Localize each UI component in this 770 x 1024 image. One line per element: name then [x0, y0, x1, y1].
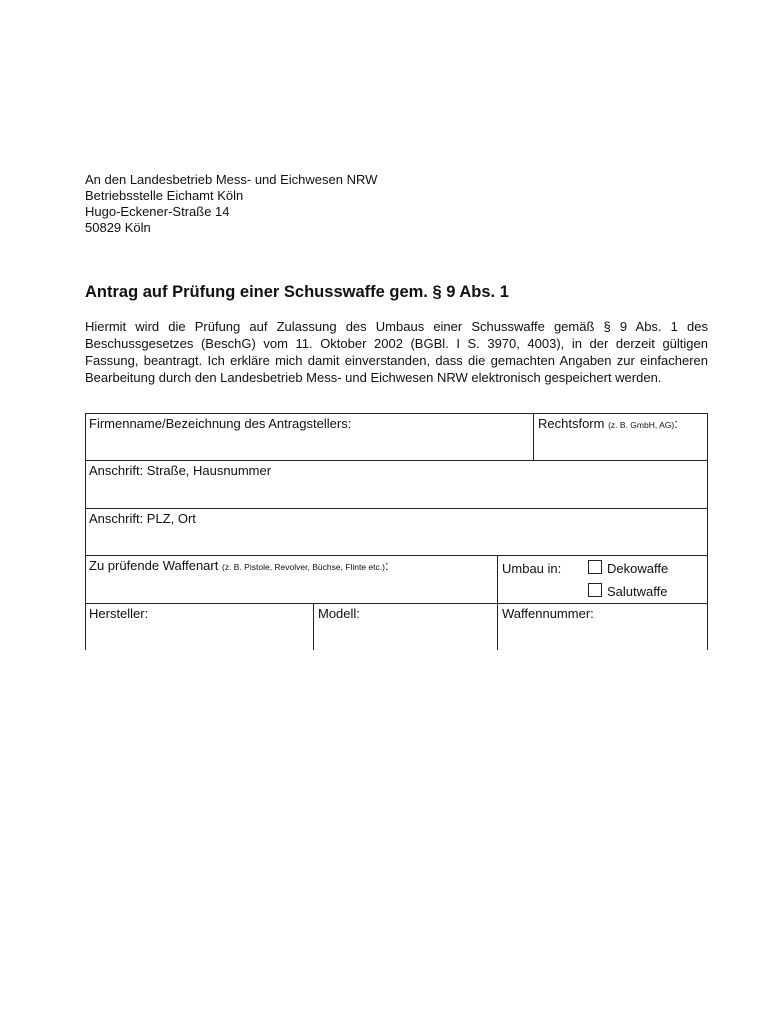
waffenart-field[interactable] [89, 558, 389, 573]
salutwaffe-label: Salutwaffe [607, 584, 668, 599]
form-top-border [85, 413, 708, 414]
rechtsform-divider [533, 413, 534, 460]
plz-ort-field[interactable] [89, 511, 196, 526]
intro-paragraph: Hiermit wird die Prüfung auf Zulassung des Umbaus einer Schusswaffe gemäß § 9 Abs. 1 des Beschussgesetzes (BeschG) vom 11. Oktober 2002 (BGBl. I S. 3970, 4003), in der derzeit gültigen Fassung, beantragt. Ich erkläre mich damit einverstanden, dass die gemachten Angaben zur einfacheren Bearbeitung durch den Landesbetrieb Mess- und Eichwesen NRW elektronisch gespeichert werden. [85, 319, 708, 385]
salutwaffe-checkbox[interactable] [588, 583, 602, 597]
rechtsform-hint: (z. B. GmbH, AG) [608, 420, 675, 430]
form-row-divider [85, 508, 708, 509]
form-title: Antrag auf Prüfung einer Schusswaffe gem. § 9 Abs. 1 [85, 283, 509, 301]
strasse-field[interactable] [89, 463, 271, 478]
dekowaffe-label: Dekowaffe [607, 561, 669, 576]
hersteller-field[interactable] [89, 606, 148, 621]
waffenart-label: Zu prüfende Waffenart [89, 558, 219, 573]
modell-field[interactable] [318, 606, 360, 621]
waffenart-hint: (z. B. Pistole, Revolver, Büchse, Flinte etc.) [221, 562, 385, 572]
dekowaffe-checkbox[interactable] [588, 560, 602, 574]
hersteller-label: Hersteller: [89, 606, 149, 621]
address-line-1: An den Landesbetrieb Mess- und Eichwesen NRW [85, 172, 378, 187]
application-form [85, 413, 708, 650]
rechtsform-label: Rechtsform [538, 416, 605, 431]
umbau-divider [497, 555, 498, 650]
waffenart-colon: : [384, 558, 389, 573]
waffennummer-label: Waffennummer: [502, 606, 594, 621]
strasse-label: Anschrift: Straße, Hausnummer [89, 463, 272, 478]
form-left-border [85, 413, 86, 650]
modell-label: Modell: [318, 606, 360, 621]
recipient-address [85, 172, 377, 236]
address-line-4: 50829 Köln [85, 220, 151, 235]
rechtsform-colon: : [674, 416, 678, 431]
address-line-2: Betriebsstelle Eichamt Köln [85, 188, 244, 203]
form-right-border [707, 413, 708, 650]
address-line-3: Hugo-Eckener-Straße 14 [85, 204, 230, 219]
rechtsform-field[interactable] [538, 416, 678, 431]
modell-divider [313, 603, 314, 650]
form-row-divider [85, 603, 708, 604]
form-row-divider [85, 555, 708, 556]
firmenname-field[interactable] [89, 416, 351, 431]
waffennummer-field[interactable] [502, 606, 594, 621]
form-row-divider [85, 460, 708, 461]
plz-ort-label: Anschrift: PLZ, Ort [89, 511, 196, 526]
firmenname-label: Firmenname/Bezeichnung des Antragstellers: [89, 416, 352, 431]
umbau-label: Umbau in: [502, 561, 562, 576]
